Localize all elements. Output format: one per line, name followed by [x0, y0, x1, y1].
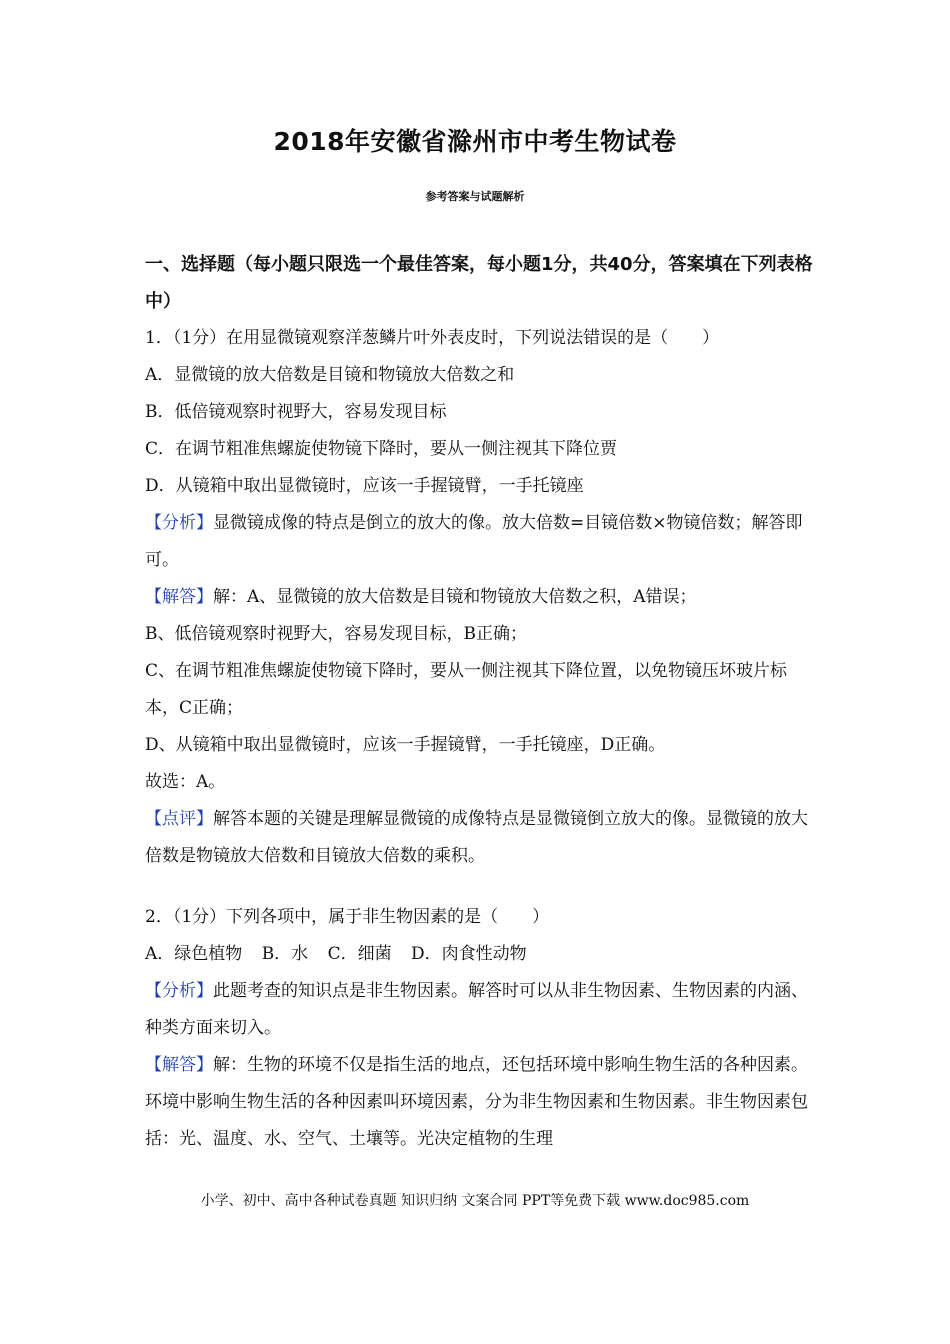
answer-tag: 【解答】: [145, 587, 213, 607]
answer-line: 故选：A。: [145, 772, 226, 792]
section-heading: 一、选择题（每小题只限选一个最佳答案，每小题1分，共40分，答案填在下列表格中）: [145, 254, 813, 312]
document-title: 2018年安徽省滁州市中考生物试卷: [273, 127, 677, 156]
answer-text: 解：生物的环境不仅是指生活的地点，还包括环境中影响生物生活的各种因素。环境中影响生物生活的各种因素叫环境因素，分为非生物因素和生物因素。非生物因素包括：光、温度、水、空气、土壤等。光决定植物的生理: [145, 1055, 808, 1149]
footer-note: 小学、初中、高中各种试卷真题 知识归纳 文案合同 PPT等免费下载 www.doc985.com: [200, 1193, 750, 1209]
question-2-stem: 2．（1分）下列各项中，属于非生物因素的是（ ）: [145, 907, 550, 927]
question-2-option-c: C．细菌: [327, 944, 392, 964]
question-1-analysis: [145, 505, 817, 579]
comment-text: 解答本题的关键是理解显微镜的成像特点是显微镜倒立放大的像。显微镜的放大倍数是物镜放大倍数和目镜放大倍数的乘积。: [145, 809, 808, 866]
answer-line: D、从镜箱中取出显微镜时，应该一手握镜臂，一手托镜座，D正确。: [145, 735, 666, 755]
question-1-option-a: A．显微镜的放大倍数是目镜和物镜放大倍数之和: [145, 365, 515, 385]
document-body: [145, 246, 817, 1158]
question-2-analysis: [145, 973, 817, 1047]
comment-tag: 【点评】: [145, 809, 213, 829]
question-2-answer: [145, 1047, 817, 1158]
question-2-option-b: B．水: [261, 944, 309, 964]
analysis-text: 此题考查的知识点是非生物因素。解答时可以从非生物因素、生物因素的内涵、种类方面来切入。: [145, 981, 808, 1038]
answer-line: C、在调节粗准焦螺旋使物镜下降时，要从一侧注视其下降位置，以免物镜压坏玻片标本，C正确；: [145, 661, 788, 718]
question-1-option-d: D．从镜箱中取出显微镜时，应该一手握镜臂，一手托镜座: [145, 476, 584, 496]
question-1: [145, 320, 817, 875]
question-2-option-a: A．绿色植物: [145, 944, 243, 964]
answer-tag: 【解答】: [145, 1055, 213, 1075]
question-2: [145, 899, 817, 1158]
question-2-options: [145, 936, 817, 973]
question-2-option-d: D．肉食性动物: [411, 944, 527, 964]
question-1-stem: 1．（1分）在用显微镜观察洋葱鳞片叶外表皮时，下列说法错误的是（ ）: [145, 328, 720, 348]
question-1-answer: [145, 579, 817, 616]
question-1-comment: [145, 801, 817, 875]
question-1-option-c: C．在调节粗准焦螺旋使物镜下降时，要从一侧注视其下降位贾: [145, 439, 618, 459]
answer-line: B、低倍镜观察时视野大，容易发现目标，B正确；: [145, 624, 527, 644]
question-1-option-b: B．低倍镜观察时视野大，容易发现目标: [145, 402, 447, 422]
analysis-tag: 【分析】: [145, 981, 213, 1001]
analysis-tag: 【分析】: [145, 513, 213, 533]
document-subtitle: 参考答案与试题解析: [425, 190, 525, 203]
analysis-text: 显微镜成像的特点是倒立的放大的像。放大倍数=目镜倍数×物镜倍数；解答即可。: [145, 513, 803, 570]
answer-line: 解：A、显微镜的放大倍数是目镜和物镜放大倍数之积，A错误；: [213, 587, 697, 607]
